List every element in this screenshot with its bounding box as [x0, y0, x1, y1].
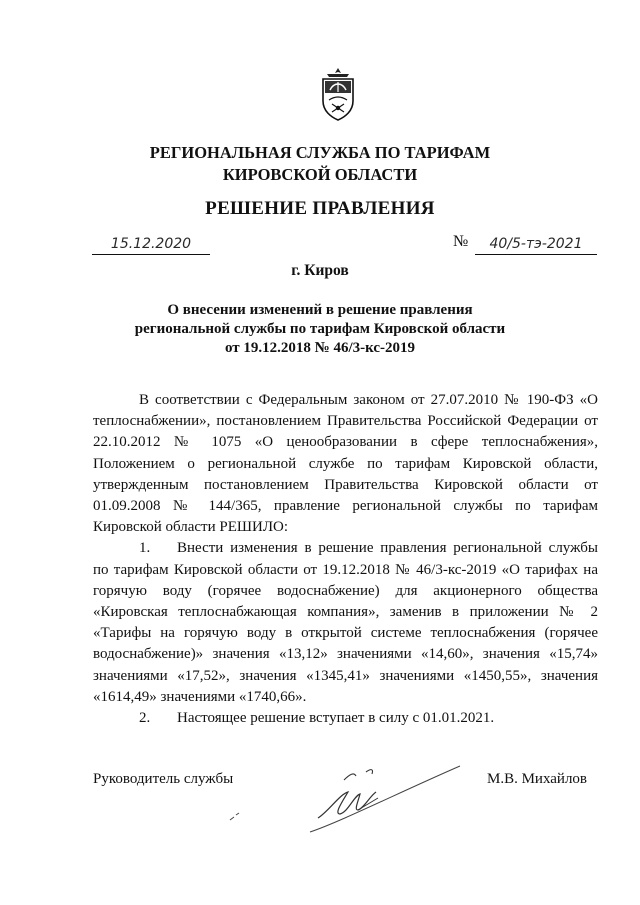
item-1-number: 1. — [139, 540, 151, 557]
decision-number: 40/5-тэ-2021 — [475, 234, 597, 255]
subject-line-3: от 19.12.2018 № 46/3-кс-2019 — [224, 340, 416, 356]
org-line-1: РЕГИОНАЛЬНАЯ СЛУЖБА ПО ТАРИФАМ — [149, 143, 491, 162]
handwritten-signature-icon — [300, 740, 470, 840]
coat-of-arms-icon — [318, 66, 358, 122]
decision-title: РЕШЕНИЕ ПРАВЛЕНИЯ — [205, 198, 435, 219]
item-2 — [93, 708, 598, 729]
subject-heading — [0, 301, 640, 358]
item-2-text: Настоящее решение вступает в силу с 01.01.2021. — [177, 710, 495, 727]
preamble-paragraph: В соответствии с Федеральным законом от 27.07.2010 № 190-ФЗ «О теплоснабжении», постановлением Правительства Российской Федерации от 22.10.2012 № 1075 «О ценообразовании в сфере теплоснабжения», Положением о региональной службе по тарифам Кировской области, утвержденным постановлением Правительства Кировской области от 01.09.2008 № 144/365, правление региональной службы по тарифам Кировской области РЕШИЛО: — [93, 392, 598, 536]
ink-mark-icon — [228, 810, 242, 824]
item-2-number: 2. — [139, 710, 151, 727]
city: г. Киров — [291, 262, 349, 279]
organization-name — [0, 142, 640, 186]
subject-line-1: О внесении изменений в решение правления — [167, 302, 473, 318]
decision-date: 15.12.2020 — [92, 234, 210, 255]
signatory-position: Руководитель службы — [93, 771, 234, 787]
signatory-name: М.В. Михайлов — [487, 771, 588, 787]
number-label: № — [453, 233, 469, 250]
item-1 — [93, 538, 598, 708]
org-line-2: КИРОВСКОЙ ОБЛАСТИ — [222, 165, 418, 184]
item-1-text: Внести изменения в решение правления региональной службы по тарифам Кировской области от 19.12.2018 № 46/3-кс-2019 «О тарифах на горячую воду (горячее водоснабжение) для акционерного общества «Кировская теплоснабжающая компания», заменив в приложении № 2 «Тарифы на горячую воду в открытой системе теплоснабжения (горячее водоснабжение)» значения «13,12» значениями «14,60», значения «15,74» значениями «17,52», значения «1345,41» значениями «1450,55», значения «1614,49» значениями «1740,66». — [93, 540, 598, 705]
document-body — [93, 390, 598, 729]
subject-line-2: региональной службы по тарифам Кировской области — [134, 321, 506, 337]
